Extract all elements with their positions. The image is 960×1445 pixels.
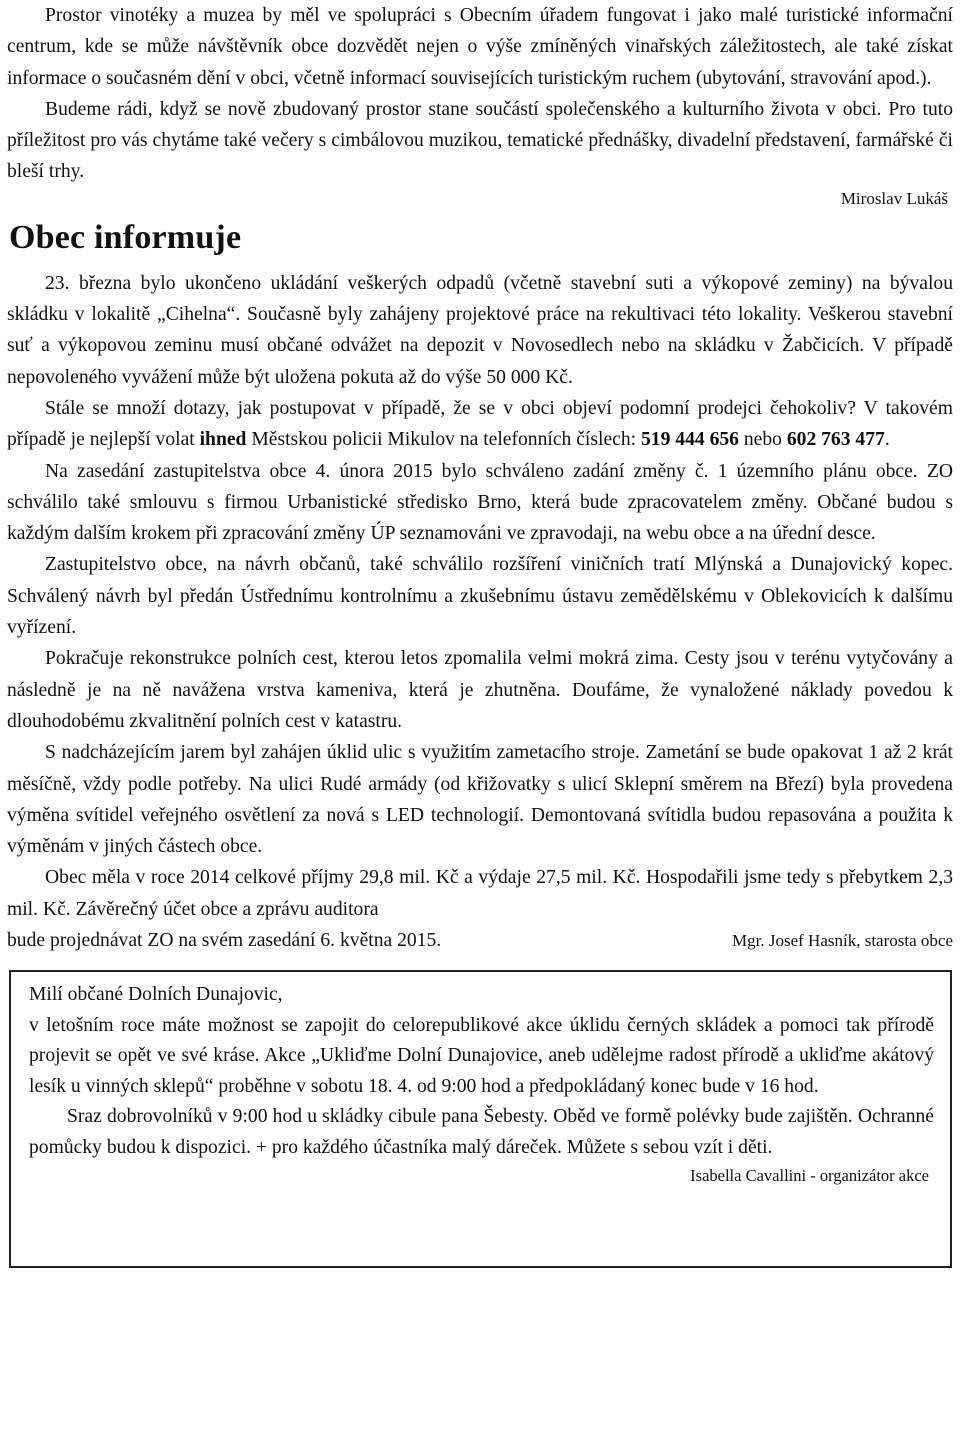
p2-text-b: Městskou policii Mikulov na telefonních číslech: bbox=[246, 429, 641, 451]
phone-number-2: 602 763 477 bbox=[786, 429, 885, 451]
intro-paragraph-2: Budeme rádi, když se nově zbudovaný prostor stane součástí společenského a kulturního života v obci. Pro tuto příležitost pro vás chytáme také večery s cimbálovou muzikou, tematické přednášky, divadelní představení, farmářské či bleší trhy. bbox=[7, 98, 953, 183]
section-paragraph-5: Pokračuje rekonstrukce polních cest, kterou letos zpomalila velmi mokrá zima. Cesty jsou v terénu vytyčovány a následně je na ně navážena vrstva kameniva, která je zhutněna. Doufáme, že vynaložené náklady povedou k dlouhodobému zkvalitnění polních cest v katastru. bbox=[7, 648, 953, 732]
p2-bold-ihned: ihned bbox=[199, 429, 247, 451]
section-title: Obec informuje bbox=[9, 218, 242, 256]
paragraph-7-end: bude projednávat ZO na svém zasedání 6. května 2015. bbox=[7, 930, 442, 952]
notice-paragraph-2: Sraz dobrovolníků v 9:00 hod u skládky cibule pana Šebesty. Oběd ve formě polévky bude zajištěn. Ochranné pomůcky budou k dispozici. + pro každého účastníka malý dáreček. Můžete s sebou vzít i děti. bbox=[29, 1106, 934, 1158]
intro-signature: Miroslav Lukáš bbox=[840, 188, 948, 208]
section-paragraph-3: Na zasedání zastupitelstva obce 4. února 2015 bylo schváleno zadání změny č. 1 územního plánu obce. ZO schválilo také smlouvu s firmou Urbanistické středisko Brno, která bude zpracovatelem změny. Občané budou s každým dalším krokem při zpracování změny ÚP seznamováni ve zpravodaji, na webu obce a na úřední desce. bbox=[7, 460, 953, 545]
section-paragraph-1: 23. března bylo ukončeno ukládání veškerých odpadů (včetně stavební suti a výkopové zeminy) na bývalou skládku v lokalitě „Cihelna“. Současně byly zahájeny projektové práce na rekultivaci této lokality. Veškerou stavební suť a výkopovou zeminu musí občané odvážet na depozit v Novosedlech nebo na skládku v Žabčicích. V případě nepovoleného vyvážení může být uložena pokuta až do výše 50 000 Kč. bbox=[7, 272, 953, 388]
section-paragraph-2 bbox=[7, 393, 953, 456]
phone-number-1: 519 444 656 bbox=[640, 429, 739, 451]
notice-paragraph-1: v letošním roce máte možnost se zapojit do celorepublikové akce úklidu černých skládek a pomoci tak přírodě projevit se opět ve své kráse. Akce „Ukliďme Dolní Dunajovice, aneb udělejme radost přírodě a ukliďme akátový lesík u vinných sklepů“ proběhne v sobotu 18. 4. od 9:00 hod a předpokládaný konec bude v 16 hod. bbox=[29, 1014, 934, 1097]
intro-paragraph-1: Prostor vinotéky a muzea by měl ve spolupráci s Obecním úřadem fungovat i jako malé turistické informační centrum, kde se může návštěvník obce dozvědět nejen o výše zmíněných vinařských záležitostech, ale také získat informace o současném dění v obci, včetně informací souvisejících turistickým ruchem (ubytování, stravování apod.). bbox=[7, 5, 953, 89]
p2-text-a: Stále se množí dotazy, jak postupovat v případě, že se v obci objeví podomní prodejci čehokoliv? V takovém případě je nejlepší volat bbox=[7, 397, 953, 451]
p2-text-d: . bbox=[884, 429, 890, 451]
notice-signature: Isabella Cavallini - organizátor akce bbox=[690, 1166, 929, 1186]
notice-greeting: Milí občané Dolních Dunajovic, bbox=[29, 984, 283, 1006]
section-paragraph-7-last-line bbox=[7, 925, 953, 956]
p2-text-c: nebo bbox=[738, 429, 787, 451]
section-signature: Mgr. Josef Hasník, starosta obce bbox=[732, 931, 953, 951]
section-paragraph-6: S nadcházejícím jarem byl zahájen úklid ulic s využitím zametacího stroje. Zametání se bude opakovat 1 až 2 krát měsíčně, vždy podle potřeby. Na ulici Rudé armády (od křižovatky s ulicí Sklepní směrem na Březí) byla provedena výměna svítidel veřejného osvětlení za nová s LED technologií. Demontovaná svítidla budou repasována a použita k výměnám v jiných částech obce. bbox=[7, 742, 953, 858]
section-paragraph-4: Zastupitelstvo obce, na návrh občanů, také schválilo rozšíření viničních tratí Mlýnská a Dunajovický kopec. Schválený návrh byl předán Ústřednímu kontrolnímu a zkušebnímu ústavu zemědělskému v Oblekovicích k dalšímu vyřízení. bbox=[7, 554, 953, 639]
notice-box bbox=[9, 970, 952, 1268]
section-paragraph-7: Obec měla v roce 2014 celkové příjmy 29,8 mil. Kč a výdaje 27,5 mil. Kč. Hospodařili jsme tedy s přebytkem 2,3 mil. Kč. Závěrečný účet obce a zprávu auditora bbox=[7, 867, 953, 920]
